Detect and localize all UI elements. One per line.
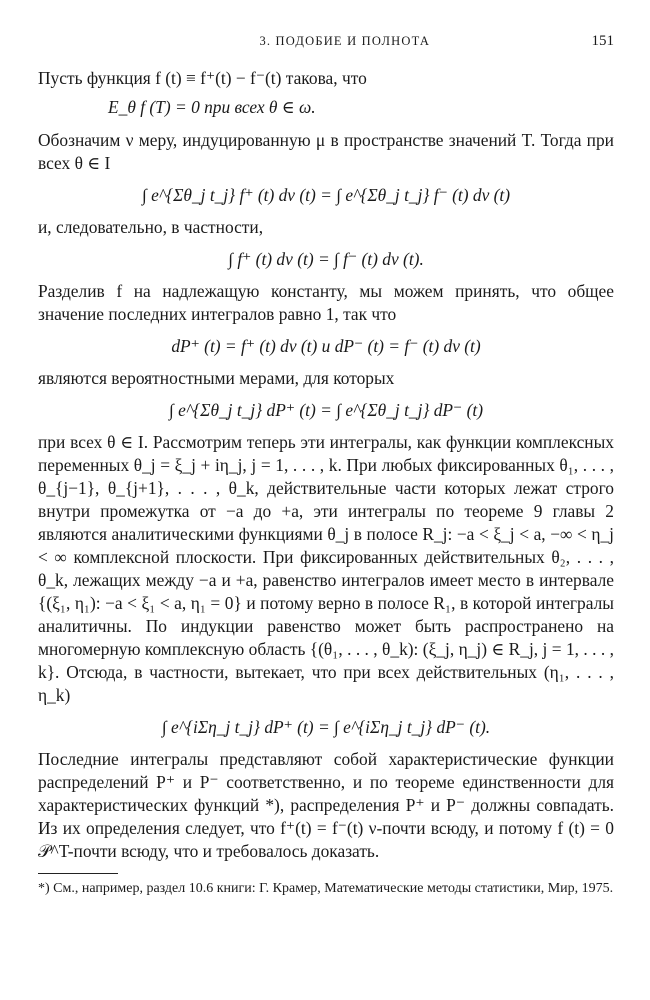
footnote-divider: [38, 873, 118, 874]
formula-expectation-zero: E_θ f (T) = 0 при всех θ ∈ ω.: [108, 97, 316, 117]
formula-laplace-equality: ∫ e^{Σθ_j t_j} dP⁺ (t) = ∫ e^{Σθ_j t_j} dP⁻ (t): [168, 400, 484, 420]
paragraph-6: при всех θ ∈ I. Рассмотрим теперь эти интегралы, как функции комплексных переменных θ_j = ξ_j + iη_j, j = 1, . . . , k. При любых фиксированных θ₁, . . . , θ_{j−1}, θ_{j+1}, . . . , θ_k, действительные части которых лежат строго внутри промежутка от −a до +a, эти интегралы по теореме 9 главы 2 являются аналитическими функциями θ_j в полосе R_j: −a < ξ_j < a, −∞ < η_j < ∞ комплексной плоскости. При фиксированных действительных θ₂, . . . , θ_k, лежащих между −a и +a, равенство интегралов имеет место в интервале {(ξ₁, η₁): −a < ξ₁ < a, η₁ = 0} и потому верно в полосе R₁, в которой интегралы аналитичны. По индукции равенство может быть распространено на многомерную комплексную область {(θ₁, . . . , θ_k): (ξ_j, η_j) ∈ R_j, j = 1, . . . , k}. Отсюда, в частности, вытекает, что при всех действительных (η₁, . . . , η_k): [38, 432, 614, 705]
page-number: 151: [591, 33, 614, 49]
paragraph-1: Пусть функция f (t) ≡ f⁺(t) − f⁻(t) такова, что: [38, 68, 367, 88]
running-head: [38, 30, 614, 53]
paragraph-3: и, следовательно, в частности,: [38, 217, 264, 237]
formula-probability-measures: dP⁺ (t) = f⁺ (t) dν (t) и dP⁻ (t) = f⁻ (t) dν (t): [171, 336, 481, 356]
paragraph-4: Разделив f на надлежащую константу, мы можем принять, что общее значение последних интегралов равно 1, так что: [38, 281, 614, 324]
paragraph-5: являются вероятностными мерами, для которых: [38, 368, 395, 388]
running-title: 3. ПОДОБИЕ И ПОЛНОТА: [259, 34, 431, 48]
paragraph-2: Обозначим ν меру, индуцированную μ в пространстве значений T. Тогда при всех θ ∈ I: [38, 130, 614, 173]
formula-integral-equality-nu: ∫ e^{Σθ_j t_j} f⁺ (t) dν (t) = ∫ e^{Σθ_j t_j} f⁻ (t) dν (t): [141, 185, 511, 205]
formula-characteristic-equality: ∫ e^{iΣη_j t_j} dP⁺ (t) = ∫ e^{iΣη_j t_j} dP⁻ (t).: [161, 717, 491, 737]
footnote: *) См., например, раздел 10.6 книги: Г. Крамер, Математические методы статистики, Мир, 1975.: [38, 881, 614, 896]
paragraph-7: Последние интегралы представляют собой характеристические функции распределений P⁺ и P⁻ соответственно, и по теореме единственности для характеристических функций *), распределения P⁺ и P⁻ должны совпадать. Из их определения следует, что f⁺(t) = f⁻(t) ν-почти всюду, и потому f (t) = 0 𝒫^T-почти всюду, что и требовалось доказать.: [38, 749, 614, 861]
formula-integral-total-mass: ∫ f⁺ (t) dν (t) = ∫ f⁻ (t) dν (t).: [228, 249, 424, 269]
